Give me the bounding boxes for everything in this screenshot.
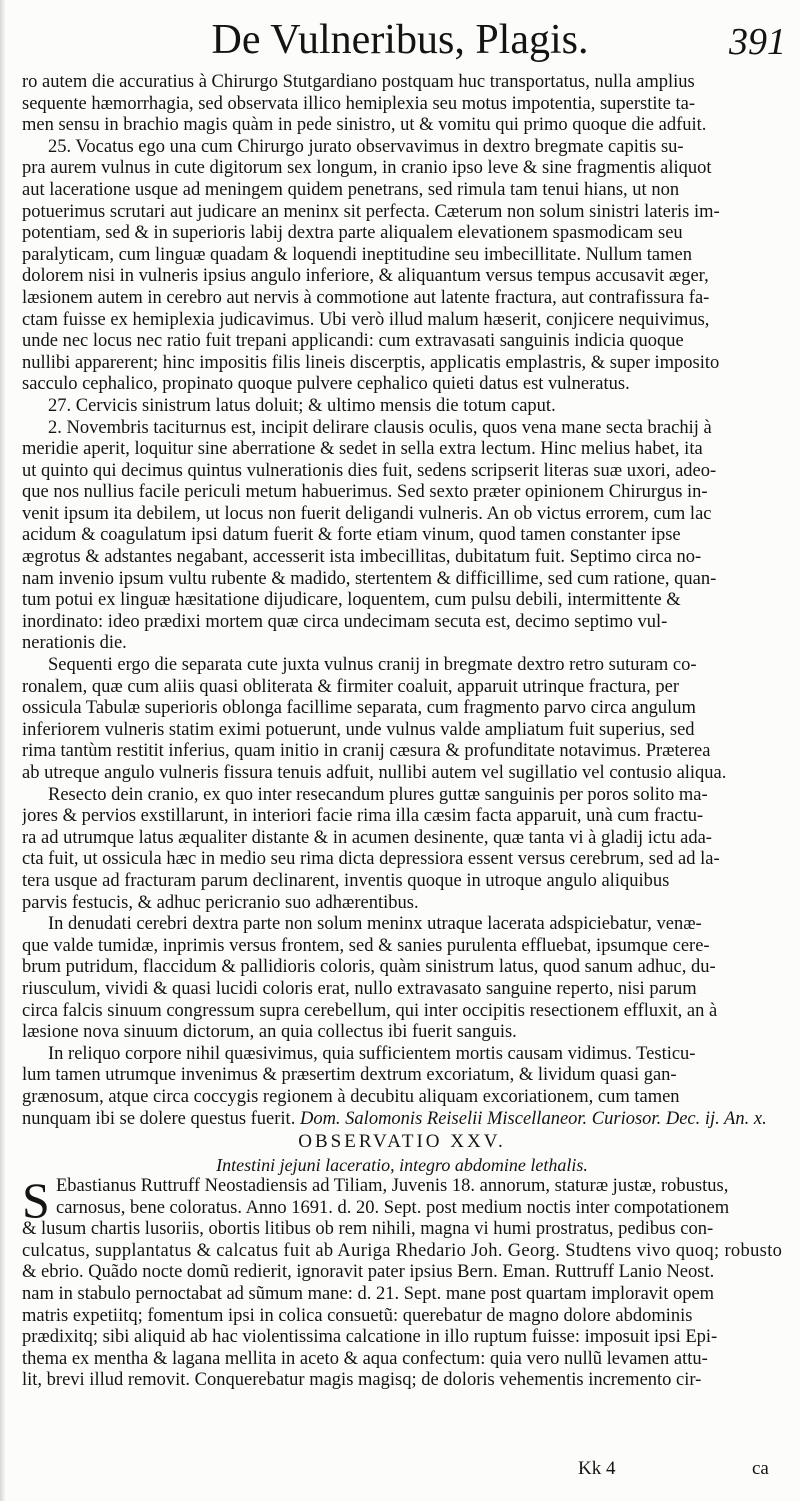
text-line: ab utreque angulo vulneris fissura tenuis adfuit, nullibi autem vel sugillatio vel contusio aliqua. xyxy=(22,763,727,783)
paragraph xyxy=(22,418,782,656)
text-line: potentiam, sed & in superioris labij dextra parte aliqualem elevationem spasmodicam seu xyxy=(22,223,683,244)
text-line: unde nec locus nec ratio fuit trepani applicandi: cum extravasati sanguinis indicia quoque xyxy=(22,331,684,352)
text-line: & lusum chartis lusoriis, obortis litibus ob rem nihili, magna vi humi prostratus, pedibus con- xyxy=(22,1219,714,1240)
text-line: ra ad utrumque latus æqualiter distante & in acumen desinente, quæ tanta vi à gladij ictu ada- xyxy=(22,827,712,848)
observation-heading: OBSERVATIO XXV. xyxy=(298,1131,506,1153)
text-line: que valde tumidæ, inprimis versus frontem, sed & sanies purulenta effluebat, ipsumque cere- xyxy=(22,935,710,956)
text-line: inordinato: ideo prædixi mortem quæ circa undecimam secuta est, decimo septimo vul- xyxy=(22,611,668,632)
text-line: ossicula Tabulæ superioris oblonga facillime separata, cum fragmento parvo circa angulum xyxy=(22,698,696,719)
text-fragment: nunquam ibi se dolere questus fuerit. xyxy=(22,1108,296,1129)
text-line: In reliquo corpore nihil quæsivimus, quia sufficientem mortis causam vidimus. Testicu- xyxy=(48,1043,696,1064)
text-line-with-citation xyxy=(22,1109,782,1131)
text-line: nerationis die. xyxy=(22,633,127,654)
text-line: Ebastianus Ruttruff Neostadiensis ad Tiliam, Juvenis 18. annorum, staturæ justæ, robustus, xyxy=(56,1176,729,1197)
text-line: rima tantùm restitit inferius, quam initio in cranij cæsura & profunditate notavimus. Præterea xyxy=(22,741,711,762)
text-line: lum tamen utrumque invenimus & præsertim dextrum excoriatum, & lividum quasi gan- xyxy=(22,1065,677,1086)
text-line: cta fuit, ut ossicula hæc in medio seu rima dicta depressiora essent versus cerebrum, sed ad la- xyxy=(22,849,720,870)
drop-cap: S xyxy=(22,1172,50,1229)
text-line: riusculum, vividi & quasi lucidi coloris erat, nullo extravasato sanguine reperto, nisi parum xyxy=(22,978,697,999)
paragraph xyxy=(22,914,782,1044)
paragraph xyxy=(22,137,782,396)
paragraph xyxy=(22,785,782,915)
observation-subtitle: Intestini jejuni laceratio, integro abdomine lethalis. xyxy=(216,1155,588,1176)
text-line: ut quinto qui decimus quintus vulnerationis dies fuit, sedens scripserit literas suæ uxori, adeo- xyxy=(22,460,717,481)
text-line: meridie aperit, loquitur sine aberratione & sedet in sella extra lectum. Hinc melius habet, ita xyxy=(22,439,703,460)
page-edge-shadow xyxy=(0,0,6,1501)
text-line: ro autem die accuratius à Chirurgo Stutgardiano postquam huc transportatus, nulla amplius xyxy=(22,72,695,92)
text-line: thema ex mentha & lagana mellita in aceto & aqua confectum: quia vero nullũ levamen attu- xyxy=(22,1348,708,1369)
text-line: ægrotus & adstantes negabant, accesserit ista imbecillitas, dubitatum fuit. Septimo circa no- xyxy=(22,547,702,568)
text-line: venit ipsum ita debilem, ut locus non fuerit deligandi vulneris. An ob victus errorem, cum lac xyxy=(22,503,712,524)
text-line: Sequenti ergo die separata cute juxta vulnus cranij in bregmate dextro retro suturam co- xyxy=(48,655,697,676)
text-line: nam in stabulo pernoctabat ad sũmum mane: d. 21. Sept. mane post quartam imploravit opem xyxy=(22,1284,715,1305)
text-line: ronalem, quæ cum aliis quasi obliterata & firmiter coaluit, apparuit utrinque fractura, per xyxy=(22,676,680,697)
paragraph xyxy=(22,655,782,785)
text-line: dolorem nisi in vulneris ipsius angulo inferiore, & aliquantum versus tempus accusavit æger, xyxy=(22,266,709,287)
text-line: brum putridum, flaccidum & pallidioris coloris, quàm sinistrum latus, quod sanum adhuc, du- xyxy=(22,957,716,978)
text-line: ctam fuisse ex hemiplexia judicavimus. Ubi verò illud malum hæserit, conjicere nequivimus, xyxy=(22,309,710,330)
observation-paragraph xyxy=(22,1172,782,1392)
text-line: 25. Vocatus ego una cum Chirurgo jurato observavimus in dextro bregmate capitis su- xyxy=(48,136,684,157)
page-footer xyxy=(0,1454,800,1484)
text-line: nam invenio ipsum vultu rubente & madido, stertentem & difficillime, sed cum ratione, quan- xyxy=(22,568,717,589)
text-line: grænosum, atque circa coccygis regionem à decubitu aliquam excoriationem, cum tamen xyxy=(22,1086,680,1107)
text-line: pra aurem vulnus in cute digitorum sex longum, in cranio ipso leve & sine fragmentis aliquot xyxy=(22,158,712,179)
text-line: circa falcis sinuum congressum supra cerebellum, qui inter occipitis resectionem effluxit, an à xyxy=(22,1000,718,1021)
text-line: que nos nullius facile periculi metum habuerimus. Sed sexto præter opinionem Chirurgus in- xyxy=(22,482,708,503)
text-line: aut laceratione usque ad meningem quidem penetrans, sed rimula tam tenui hians, ut non xyxy=(22,179,680,200)
signature-mark: Kk 4 xyxy=(578,1458,616,1479)
text-line: lit, brevi illud removit. Conquerebatur magis magisq; de doloris vehementis incremento cir- xyxy=(22,1370,702,1391)
text-line: In denudati cerebri dextra parte non solum meninx utraque lacerata adspiciebatur, venæ- xyxy=(48,914,702,935)
running-title: De Vulneribus, Plagis. xyxy=(211,17,589,63)
text-line: culcatus, supplantatus & calcatus fuit ab Auriga Rhedario Joh. Georg. Studtens vivo quoq; robusto xyxy=(22,1240,782,1261)
text-line: & ebrio. Quãdo nocte domũ redierit, ignoravit pater ipsius Bern. Eman. Ruttruff Lanio Neost. xyxy=(22,1262,715,1283)
page-number: 391 xyxy=(729,21,786,63)
text-line: sacculo cephalico, propinato quoque pulvere cephalico quieti datus est vulneratus. xyxy=(22,374,630,395)
text-line: 27. Cervicis sinistrum latus doluit; & ultimo mensis die totum caput. xyxy=(48,395,556,416)
text-line: acidum & coagulatum ipsi datum fuerit & forte etiam vinum, quod tamen constanter ipse xyxy=(22,525,681,546)
text-line: Resecto dein cranio, ex quo inter resecandum plures guttæ sanguinis per poros solito ma- xyxy=(48,784,708,805)
source-citation: Dom. Salomonis Reiselii Miscellaneor. Curiosor. Dec. ij. An. x. xyxy=(299,1108,767,1129)
text-line: men sensu in brachio magis quàm in pede sinistro, ut & vomitu qui primo quoque die adfuit. xyxy=(22,115,707,136)
text-line: carnosus, bene coloratus. Anno 1691. d. 20. Sept. post medium noctis inter compotationem xyxy=(56,1197,730,1218)
text-line: matris expetiitq; fomentum ipsi in colica consuetũ: querebatur de magno dolore abdominis xyxy=(22,1305,693,1326)
text-line: paralyticam, cum linguæ quadam & loquendi ineptitudine seu imbecillitate. Nullum tamen xyxy=(22,244,692,265)
text-line: inferiorem vulneris statim eximi potuerunt, unde vulnus valde ampliatum fuit superius, sed xyxy=(22,719,695,740)
catchword: ca xyxy=(752,1458,769,1479)
paragraph xyxy=(22,1044,782,1130)
paragraph xyxy=(22,396,782,418)
text-line: tera usque ad fracturam parum declinarent, inventis quoque in utroque angulo aliquibus xyxy=(22,870,670,891)
text-line: nullibi apparerent; hinc impositis filis lineis discerptis, applicatis emplastris, & super imposito xyxy=(22,352,720,373)
text-line: tum potui ex linguæ hæsitatione dijudicare, loquentem, cum pulsu debili, intermittente & xyxy=(22,590,681,611)
text-line: læsione nova sinuum dictorum, an quia collectus ibi fuerit sanguis. xyxy=(22,1022,517,1043)
paragraph xyxy=(22,72,782,137)
text-line: potuerimus scrutari aut judicare an meninx sit perfecta. Cæterum non solum sinistri lateris im- xyxy=(22,201,720,222)
text-line: sequente hæmorrhagia, sed observata illico hemiplexia seu motus impotentia, superstite ta- xyxy=(22,93,696,114)
text-line: prædixitq; sibi aliquid ab hac violentissima calcatione in illo ruptum fuisse: imposuit ipsi Epi- xyxy=(22,1327,718,1348)
text-line: parvis festucis, & adhuc pericranio suo adhærentibus. xyxy=(22,892,419,913)
text-line: læsionem autem in cerebro aut nervis à commotione aut latente fractura, aut contrafissura fa- xyxy=(22,287,710,308)
text-line: jores & pervios exstillarunt, in interiori facie rima illa cæsim facta apparuit, unà cum fractu- xyxy=(22,806,704,827)
text-line: 2. Novembris taciturnus est, incipit delirare clausis oculis, quos vena mane secta brachij à xyxy=(48,417,712,438)
body-text xyxy=(22,72,782,1392)
